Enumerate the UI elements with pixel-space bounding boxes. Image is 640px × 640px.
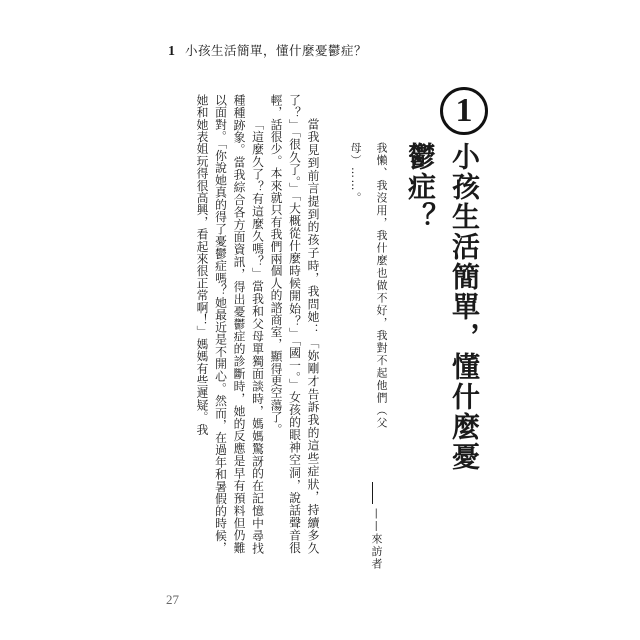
chapter-title: 小孩生活簡單，懂什麼憂鬱症？ bbox=[404, 142, 481, 472]
page-number: 27 bbox=[166, 592, 179, 607]
attribution-rule bbox=[372, 482, 373, 504]
header-running-title: 小孩生活簡單，懂什麼憂鬱症？ bbox=[185, 43, 368, 58]
body-text bbox=[160, 94, 322, 554]
body-paragraph-2: 「這麼久了？有這麼久嗎？」當我和父母單獨面談時，媽媽驚訝的在記憶中尋找種種跡象。當我綜合各方面資訊，得出憂鬱症的診斷時，她的反應是早有預料但仍難以面對。「你說她真的得了憂鬱症嗎？她最近是不開心。然而，在過年和暑假的時候，她和她表姐玩得很高興，看起來很正常啊！」媽媽有些遲疑。我 bbox=[195, 94, 265, 554]
epigraph-quote: 我懶、我沒用，我什麼也做不好，我對不起他們（父母）……。 bbox=[349, 142, 388, 430]
body-paragraph-1: 當我見到前言提到的孩子時，我問她：「妳剛才告訴我的這些症狀，持續多久了？」「很久了。」「大概從什麼時候開始？」「國一。」女孩的眼神空洞，說話聲音很輕，話很少。本來就只有我們兩個人的諮商室，顯得更空蕩了。 bbox=[269, 94, 320, 554]
header-chapter-number: 1 bbox=[168, 44, 175, 59]
attribution-text: ——來訪者 bbox=[370, 508, 383, 571]
chapter-number-circle bbox=[440, 87, 488, 135]
running-header bbox=[168, 41, 367, 60]
chapter-number: 1 bbox=[455, 92, 473, 129]
epigraph-attribution bbox=[364, 508, 384, 571]
